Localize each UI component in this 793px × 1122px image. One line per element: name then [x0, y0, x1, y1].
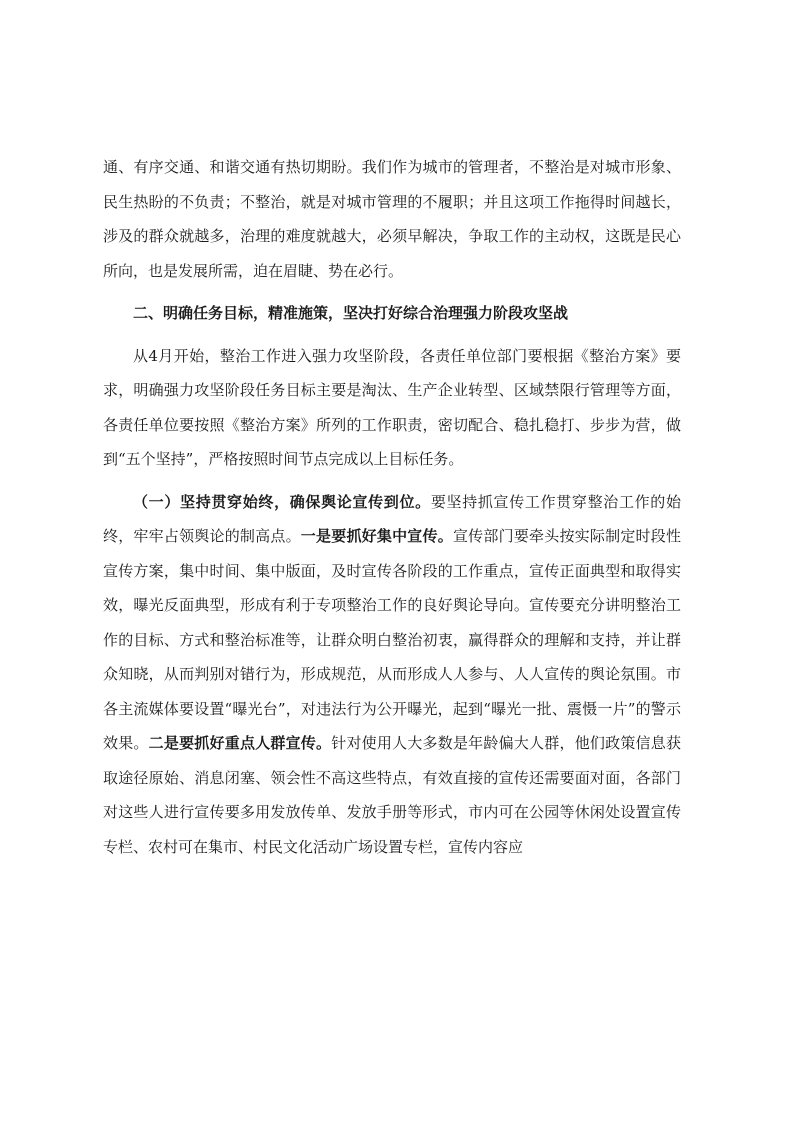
paragraph-continuation: 通、有序交通、和谐交通有热切期盼。我们作为城市的管理者，不整治是对城市形象、民生热盼的不负责；不整治，就是对城市管理的不履职；并且这项工作拖得时间越长，涉及的群众就越多，治理的难度就越大，必须早解决，争取工作的主动权，这既是民心所向，也是发展所需，迫在眉睫、势在必行。	[103, 158, 681, 280]
paragraph-text: 针对使用人大多数是年龄偏大人群，他们政策信息获取途径原始、消息闭塞、领会性不高这些特点，有效直接的宣传还需要面对面，各部门对这些人进行宣传要多用发放传单、发放手册等形式，市内可在公园等休闲处设置宣传专栏、农村可在集市、村民文化活动广场设置专栏，宣传内容应	[103, 734, 681, 856]
point-two-heading: 二是要抓好重点人群宣传。	[148, 734, 332, 752]
paragraph-task-goals: 从4月开始，整治工作进入强力攻坚阶段，各责任单位部门要根据《整治方案》要求，明确强力攻坚阶段任务目标主要是淘汰、生产企业转型、区域禁限行管理等方面，各责任单位要按照《整治方案》所列的工作职责，密切配合、稳扎稳打、步步为营，做到“五个坚持”，严格按照时间节点完成以上目标任务。	[103, 346, 681, 468]
paragraph-publicity	[103, 485, 681, 865]
point-one-heading: 一是要抓好集中宣传。	[300, 527, 453, 545]
subheading-publicity: （一）坚持贯穿始终，确保舆论宣传到位。	[133, 492, 431, 511]
section-heading-2: 二、明确任务目标，精准施策，坚决打好综合治理强力阶段攻坚战	[133, 304, 569, 322]
document-body	[103, 150, 681, 864]
paragraph-text: 要坚持抓宣传工作贯穿整治工作的始终，牢牢占领舆论的制高点。	[103, 492, 681, 545]
paragraph-text: 宣传部门要牵头按实际制定时段性宣传方案，集中时间、集中版面，及时宣传各阶段的工作重点，宣传正面典型和取得实效，曝光反面典型，形成有利于专项整治工作的良好舆论导向。宣传要充分讲明整治工作的目标、方式和整治标准等，让群众明白整治初衷，赢得群众的理解和支持，并让群众知晓，从而判别对错行为，形成规范，从而形成人人参与、人人宣传的舆论氛围。市各主流媒体要设置“曝光台”，对违法行为公开曝光，起到“曝光一批、震慑一片”的警示效果。	[103, 527, 681, 752]
